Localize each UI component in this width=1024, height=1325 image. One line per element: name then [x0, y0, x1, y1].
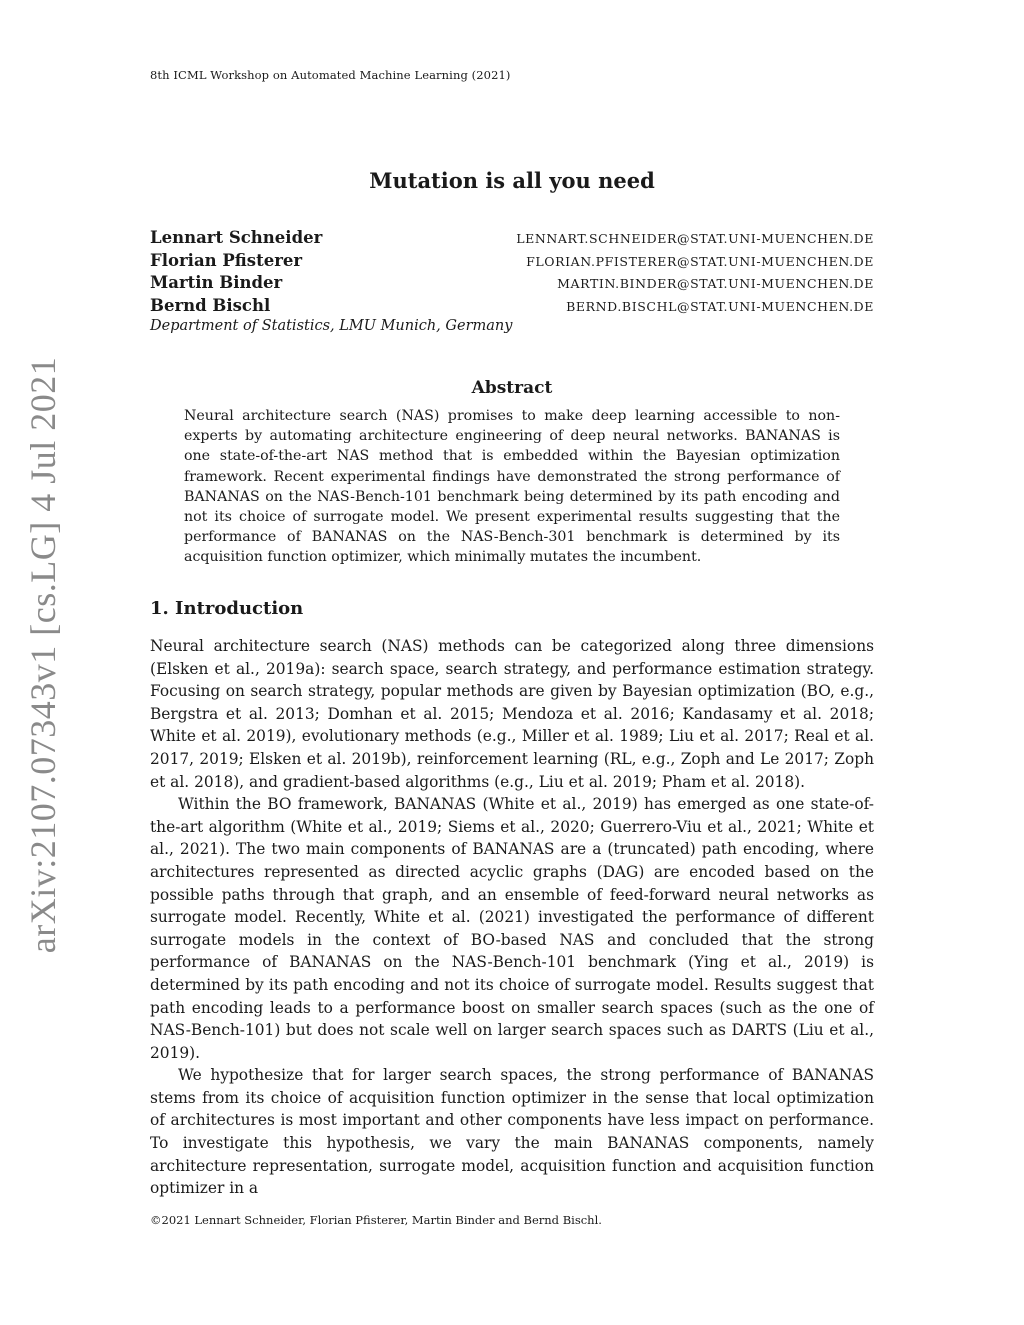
- author-row: [150, 228, 874, 251]
- author-email: BERND.BISCHL@STAT.UNI-MUENCHEN.DE: [566, 298, 874, 314]
- introduction-body: [150, 635, 874, 1200]
- paragraph: Neural architecture search (NAS) methods can be categorized along three dimensions (Elsken et al., 2019a): search space, search strategy, and performance estimation strategy. Focusing on search strategy, popular methods are given by Bayesian optimization (BO, e.g., Bergstra et al. 2013; Domhan et al. 2015; Mendoza et al. 2016; Kandasamy et al. 2018; White et al. 2019), evolutionary methods (e.g., Miller et al. 1989; Liu et al. 2017; Real et al. 2017, 2019; Elsken et al. 2019b), reinforcement learning (RL, e.g., Zoph and Le 2017; Zoph et al. 2018), and gradient-based algorithms (e.g., Liu et al. 2019; Pham et al. 2018).: [150, 637, 874, 791]
- copyright-text: 2021 Lennart Schneider, Florian Pfisterer, Martin Binder and Bernd Bischl.: [161, 1213, 602, 1227]
- paragraph: We hypothesize that for larger search spaces, the strong performance of BANANAS stems from its choice of acquisition function optimizer in the sense that local optimization of architectures is most important and other components have less impact on performance. To investigate this hypothesis, we vary the main BANANAS components, namely architecture representation, surrogate model, acquisition function and acquisition function optimizer in a: [150, 1066, 874, 1198]
- author-row: [150, 296, 874, 319]
- author-name: Florian Pfisterer: [150, 250, 303, 270]
- arxiv-identifier-stamp: arXiv:2107.07343v1 [cs.LG] 4 Jul 2021: [23, 356, 63, 954]
- author-email: LENNART.SCHNEIDER@STAT.UNI-MUENCHEN.DE: [516, 231, 874, 246]
- affiliation: Department of Statistics, LMU Munich, Germany: [150, 318, 513, 334]
- abstract-text: Neural architecture search (NAS) promises to make deep learning accessible to non-experts by automating architecture engineering of deep neural networks. BANANAS is one state-of-the-art NAS method that is embedded within the Bayesian optimization framework. Recent experimental findings have demonstrated the strong performance of BANANAS on the NAS-Bench-101 benchmark being determined by its path encoding and not its choice of surrogate model. We present experimental results suggesting that the performance of BANANAS on the NAS-Bench-301 benchmark is determined by its acquisition function optimizer, which minimally mutates the incumbent.: [184, 408, 840, 566]
- abstract-heading: Abstract: [471, 378, 553, 398]
- author-row: [150, 251, 874, 274]
- copyright-footer: [150, 1213, 602, 1227]
- venue-header: 8th ICML Workshop on Automated Machine Learning (2021): [150, 68, 511, 82]
- paper-title: Mutation is all you need: [369, 168, 655, 193]
- author-name: Bernd Bischl: [150, 295, 271, 315]
- author-row: [150, 273, 874, 296]
- author-name: Lennart Schneider: [150, 228, 323, 247]
- copyright-icon: ©: [150, 1213, 162, 1227]
- author-email: FLORIAN.PFISTERER@STAT.UNI-MUENCHEN.DE: [526, 253, 874, 269]
- author-name: Martin Binder: [150, 273, 283, 292]
- paragraph: Within the BO framework, BANANAS (White et al., 2019) has emerged as one state-of-the-art algorithm (White et al., 2019; Siems et al., 2020; Guerrero-Viu et al., 2021; White et al., 2021). The two main components of BANANAS are a (truncated) path encoding, where architectures represented as directed acyclic graphs (DAG) are encoded based on the possible paths through that graph, and an ensemble of feed-forward neural networks as surrogate model. Recently, White et al. (2021) investigated the performance of different surrogate models in the context of BO-based NAS and concluded that the strong performance of BANANAS on the NAS-Bench-101 benchmark (Ying et al., 2019) is determined by its path encoding and not its choice of surrogate model. Results suggest that path encoding leads to a performance boost on smaller search spaces (such as the one of NAS-Bench-101) but does not scale well on larger search spaces such as DARTS (Liu et al., 2019).: [150, 795, 874, 1062]
- author-email: MARTIN.BINDER@STAT.UNI-MUENCHEN.DE: [557, 276, 874, 291]
- section-heading-introduction: 1. Introduction: [150, 598, 304, 619]
- author-list: [150, 228, 874, 318]
